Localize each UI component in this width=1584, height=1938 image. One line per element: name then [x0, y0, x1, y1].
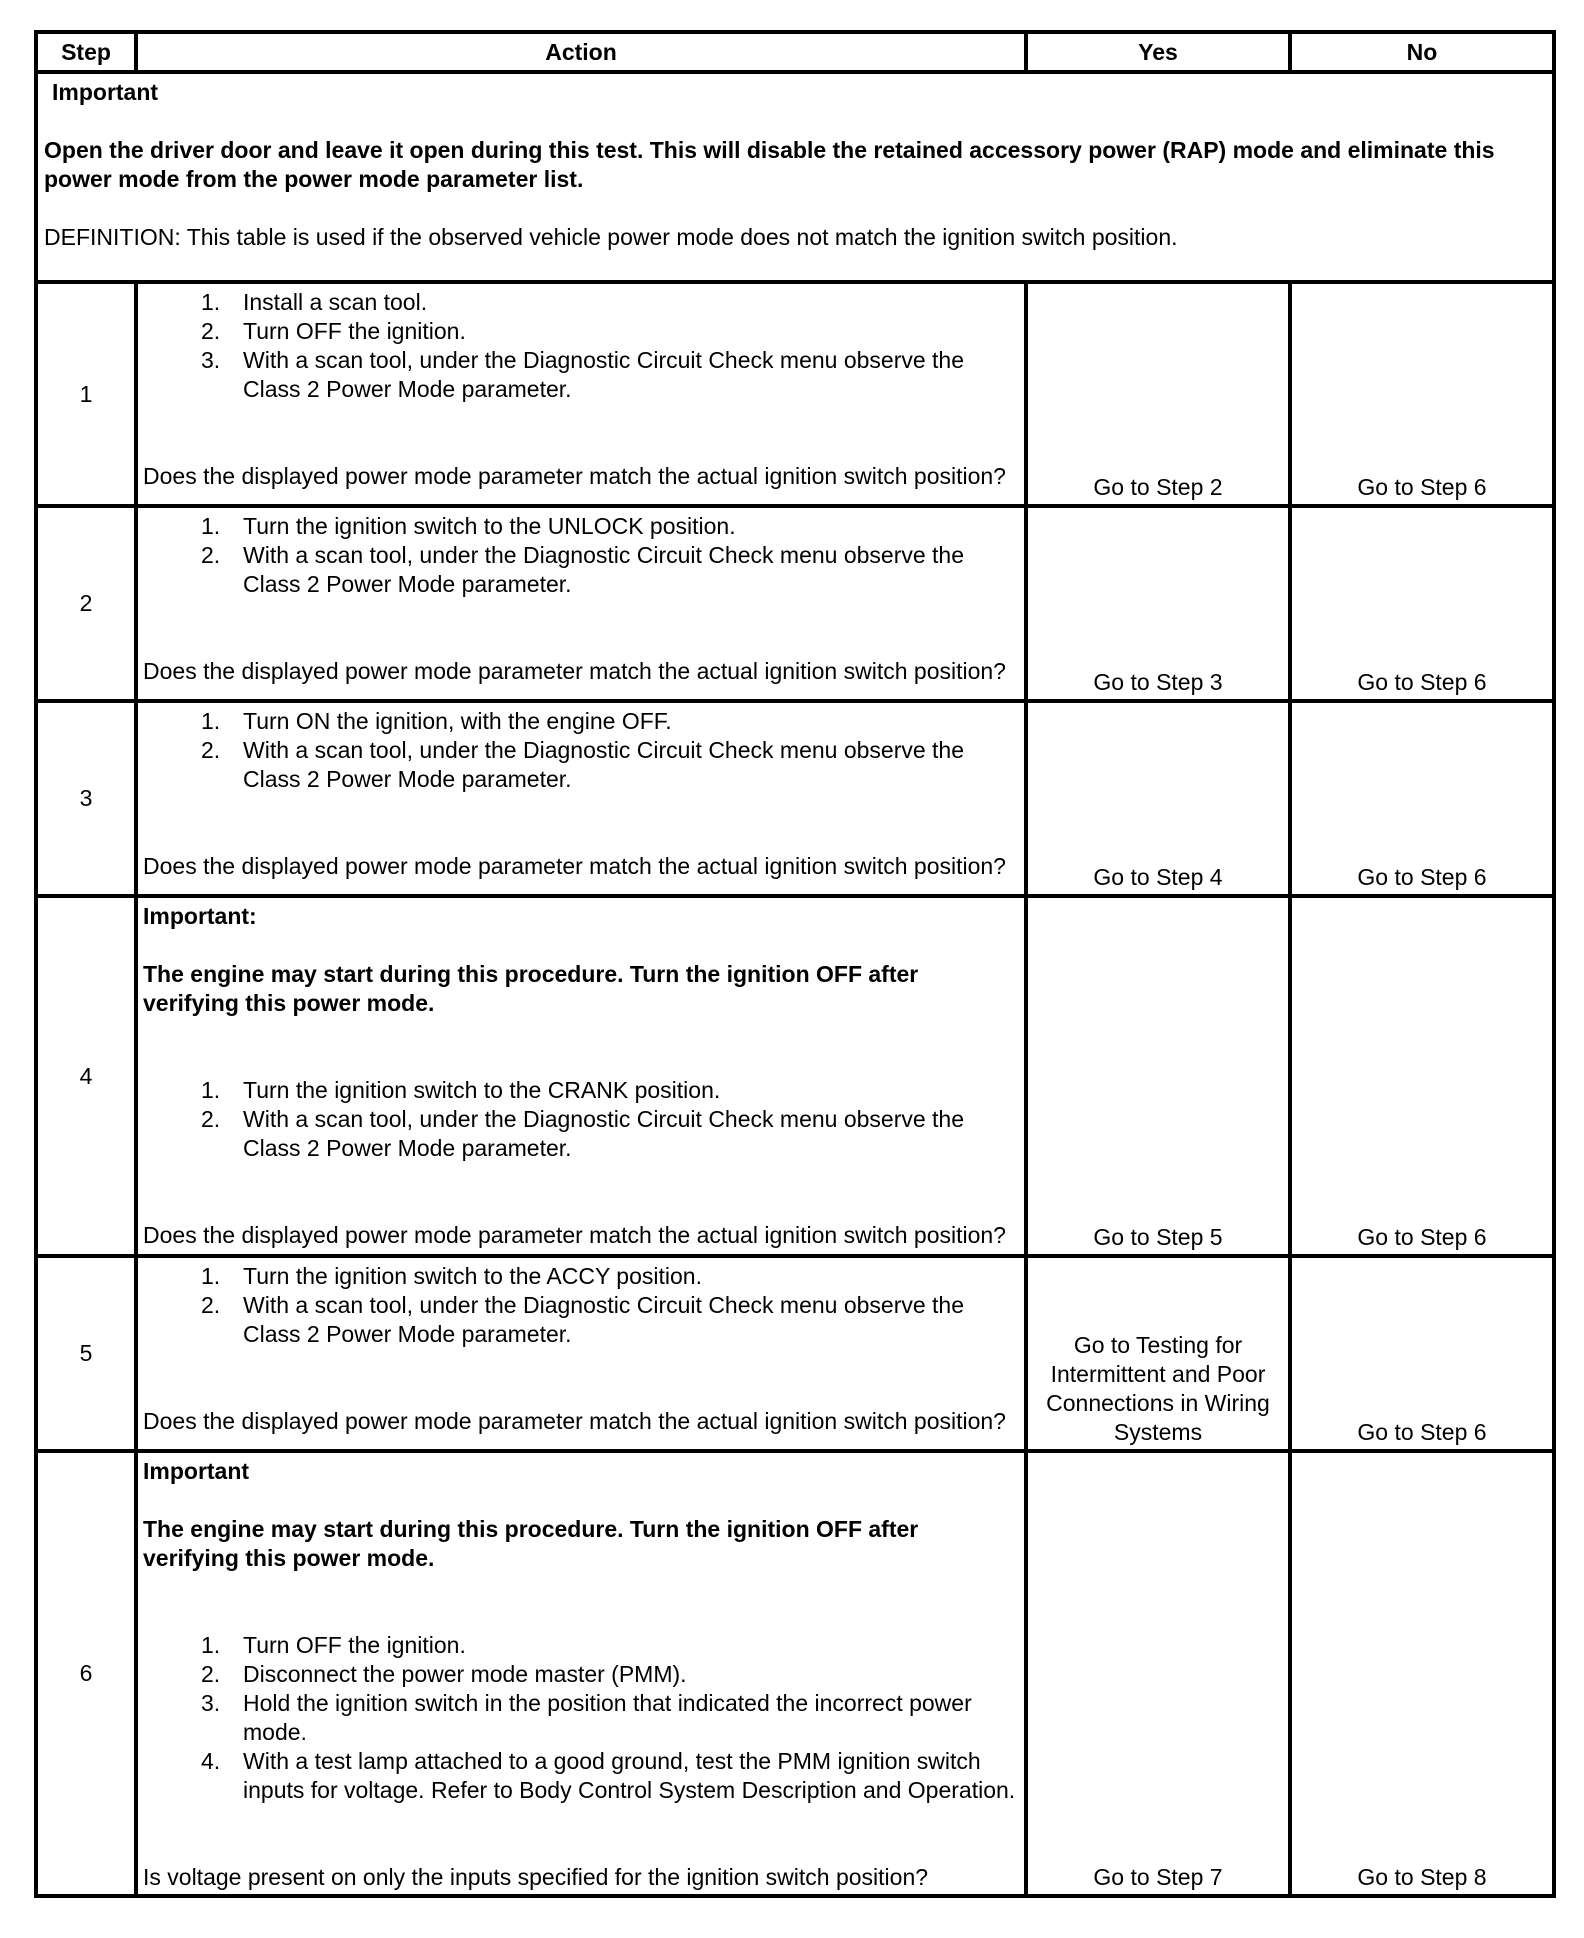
list-item: 1. Turn the ignition switch to the CRANK position. — [201, 1077, 721, 1103]
step-number: 1 — [36, 282, 136, 506]
intro-cell — [36, 72, 1554, 282]
header-yes: Yes — [1026, 32, 1290, 72]
question: Is voltage present on only the inputs specified for the ignition switch position? — [143, 1864, 929, 1890]
list-item: 2. Turn OFF the ignition. — [201, 318, 466, 344]
no-cell: Go to Step 6 — [1290, 896, 1554, 1256]
list-item: 3. With a scan tool, under the Diagnostic Circuit Check menu observe the Class 2 Power Mode parameter. — [201, 347, 965, 402]
action-list — [143, 512, 1016, 599]
no-cell: Go to Step 6 — [1290, 282, 1554, 506]
list-item: 1. Install a scan tool. — [201, 289, 428, 315]
step-number: 2 — [36, 506, 136, 701]
yes-cell: Go to Step 2 — [1026, 282, 1290, 506]
action-list — [143, 1631, 1016, 1805]
step-number: 3 — [36, 701, 136, 896]
header-row — [36, 32, 1554, 72]
action-cell — [136, 282, 1026, 506]
no-cell: Go to Step 6 — [1290, 701, 1554, 896]
action-cell — [136, 1451, 1026, 1896]
list-item: 2. With a scan tool, under the Diagnostic Circuit Check menu observe the Class 2 Power Mode parameter. — [201, 1106, 965, 1161]
list-item: 2. With a scan tool, under the Diagnostic Circuit Check menu observe the Class 2 Power Mode parameter. — [201, 1292, 965, 1347]
list-item: 3. Hold the ignition switch in the position that indicated the incorrect power mode. — [201, 1690, 972, 1745]
action-cell — [136, 506, 1026, 701]
no-cell: Go to Step 6 — [1290, 506, 1554, 701]
table-row — [36, 701, 1554, 896]
list-item: 2. With a scan tool, under the Diagnostic Circuit Check menu observe the Class 2 Power Mode parameter. — [201, 542, 965, 597]
header-no: No — [1290, 32, 1554, 72]
action-cell — [136, 701, 1026, 896]
intro-definition: DEFINITION: This table is used if the observed vehicle power mode does not match the ignition switch position. — [44, 224, 1178, 250]
important-label: Important: — [143, 903, 257, 929]
no-cell: Go to Step 8 — [1290, 1451, 1554, 1896]
yes-cell: Go to Step 7 — [1026, 1451, 1290, 1896]
action-list — [143, 707, 1016, 794]
important-label: Important — [143, 1458, 250, 1484]
yes-cell: Go to Step 4 — [1026, 701, 1290, 896]
table-row — [36, 1451, 1554, 1896]
yes-cell: Go to Step 3 — [1026, 506, 1290, 701]
action-list — [143, 1076, 1016, 1163]
step-number: 6 — [36, 1451, 136, 1896]
list-item: 1. Turn the ignition switch to the UNLOCK position. — [201, 513, 736, 539]
question: Does the displayed power mode parameter match the actual ignition switch position? — [143, 658, 1006, 684]
intro-row — [36, 72, 1554, 282]
question: Does the displayed power mode parameter match the actual ignition switch position? — [143, 853, 1006, 879]
yes-cell: Go to Testing for Intermittent and Poor Connections in Wiring Systems — [1026, 1256, 1290, 1451]
table-row — [36, 1256, 1554, 1451]
list-item: 2. With a scan tool, under the Diagnostic Circuit Check menu observe the Class 2 Power Mode parameter. — [201, 737, 965, 792]
no-cell: Go to Step 6 — [1290, 1256, 1554, 1451]
question: Does the displayed power mode parameter match the actual ignition switch position? — [143, 463, 1006, 489]
action-list — [143, 1262, 1016, 1349]
step-number: 4 — [36, 896, 136, 1256]
header-step: Step — [36, 32, 136, 72]
action-cell — [136, 1256, 1026, 1451]
list-item: 4. With a test lamp attached to a good ground, test the PMM ignition switch inputs for voltage. Refer to Body Control System Description and Operation. — [201, 1748, 1016, 1803]
step-number: 5 — [36, 1256, 136, 1451]
warning-text: The engine may start during this procedure. Turn the ignition OFF after verifying this power mode. — [143, 1516, 919, 1571]
question: Does the displayed power mode parameter match the actual ignition switch position? — [143, 1222, 1006, 1248]
table-row — [36, 282, 1554, 506]
table-row — [36, 896, 1554, 1256]
action-cell — [136, 896, 1026, 1256]
list-item: 1. Turn ON the ignition, with the engine OFF. — [201, 708, 672, 734]
yes-cell: Go to Step 5 — [1026, 896, 1290, 1256]
action-list — [143, 288, 1016, 404]
intro-important-title: Important — [52, 79, 159, 105]
list-item: 1. Turn OFF the ignition. — [201, 1632, 466, 1658]
list-item: 1. Turn the ignition switch to the ACCY position. — [201, 1263, 702, 1289]
table-row — [36, 506, 1554, 701]
warning-text: The engine may start during this procedure. Turn the ignition OFF after verifying this power mode. — [143, 961, 919, 1016]
list-item: 2. Disconnect the power mode master (PMM). — [201, 1661, 687, 1687]
diagnostic-table — [34, 30, 1556, 1898]
header-action: Action — [136, 32, 1026, 72]
intro-note: Open the driver door and leave it open during this test. This will disable the retained accessory power (RAP) mode and eliminate this power mode from the power mode parameter list. — [44, 137, 1495, 192]
question: Does the displayed power mode parameter match the actual ignition switch position? — [143, 1408, 1006, 1434]
